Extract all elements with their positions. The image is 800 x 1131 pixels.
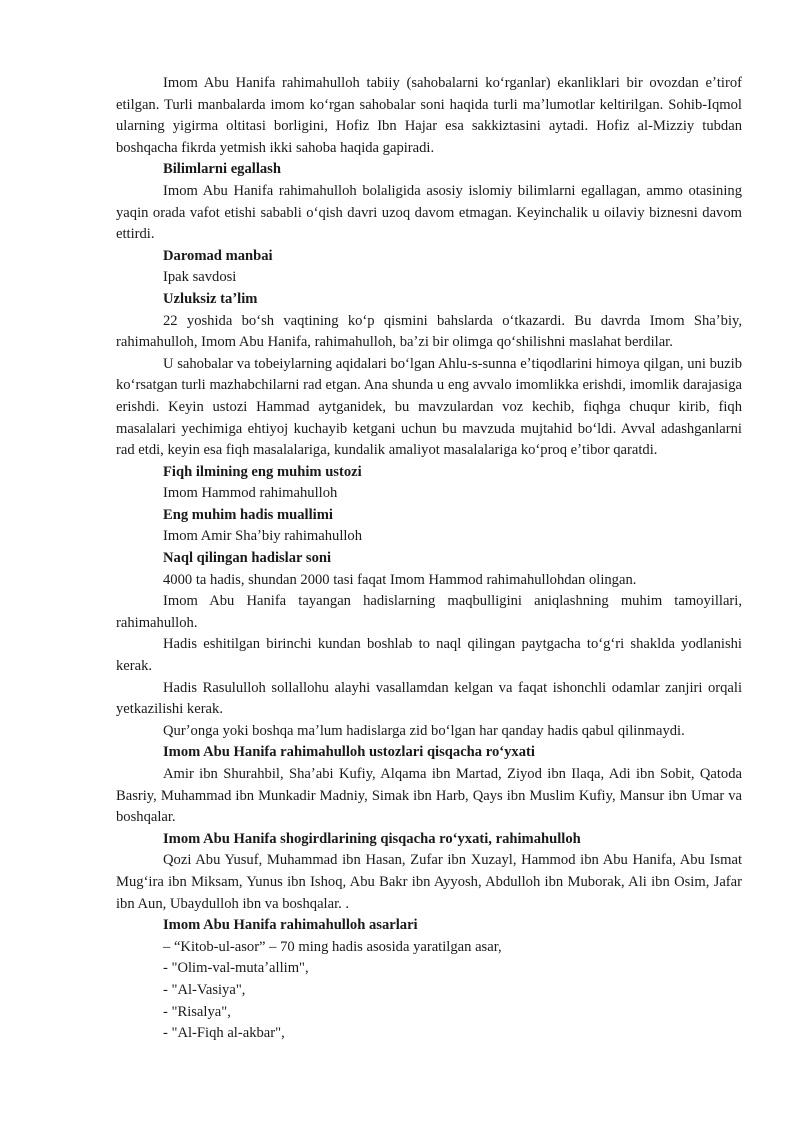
paragraph-principle-quran: Qurʼonga yoki boshqa maʼlum hadislarga zid boʻlgan har qanday hadis qabul qilinmaydi. xyxy=(163,722,685,739)
heading-uzluksiz-talim: Uzluksiz taʼlim xyxy=(163,290,258,307)
paragraph-students-list: Qozi Abu Yusuf, Muhammad ibn Hasan, Zufar ibn Xuzayl, Hammod ibn Abu Hanifa, Abu Ismat Mugʻira ibn Miksam, Yunus ibn Ishoq, Abu Bakr ibn Ayyosh, Abdulloh ibn Muborak, Ali ibn Osim, Jafar ibn Aun, Ubaydulloh ibn va boshqalar. . xyxy=(116,852,742,912)
paragraph-early-education: Imom Abu Hanifa rahimahulloh bolaligida asosiy islomiy bilimlarni egallagan, ammo otasining yaqin orada vafot etishi sababli oʻqish davri uzoq davom etmagan. Keyinchalik u oilaviy biznesni davom ettirdi. xyxy=(116,182,742,243)
list-item-work: - "Al-Vasiya", xyxy=(163,981,246,998)
document-page xyxy=(116,73,742,1045)
paragraph-sahoba-count: Imom Abu Hanifa rahimahulloh tabiiy (sahobalarni koʻrganlar) ekanliklari bir ovozdan eʼtirof etilgan. Turli manbalarda imom koʻrgan sahobalar soni haqida turli maʼlumotlar keltirilgan. Sohib-Iqmol ularning yigirma oltitasi borligini, Hofiz Ibn Hajar esa sakkiztasini aytadi. Hofiz al-Mizziy tubdan boshqacha fikrda yetmish ikki sahoba haqida gapiradi. xyxy=(116,75,742,156)
heading-bilimlarni-egallash: Bilimlarni egallash xyxy=(163,161,281,178)
paragraph-hadis-principles: Imom Abu Hanifa tayangan hadislarning maqbulligini aniqlashning muhim tamoyillari, rahimahulloh. xyxy=(116,593,742,631)
text-imom-hammod: Imom Hammod rahimahulloh xyxy=(163,485,338,502)
text-hadis-count: 4000 ta hadis, shundan 2000 tasi faqat Imom Hammod rahimahullohdan olingan. xyxy=(163,571,637,588)
heading-teachers-list: Imom Abu Hanifa rahimahulloh ustozlari qisqacha roʻyxati xyxy=(163,744,535,761)
text-ipak-savdosi: Ipak savdosi xyxy=(163,269,237,286)
heading-hadis-teacher: Eng muhim hadis muallimi xyxy=(163,506,333,523)
paragraph-principle-memorization: Hadis eshitilgan birinchi kundan boshlab to naql qilingan paytgacha toʻgʻri shaklda yodlanishi kerak. xyxy=(116,636,742,675)
heading-students-list: Imom Abu Hanifa shogirdlarining qisqacha roʻyxati, rahimahulloh xyxy=(163,830,581,847)
list-item-work: – “Kitob-ul-asor” – 70 ming hadis asosida yaratilgan asar, xyxy=(163,938,502,955)
text-imom-amir-shabiy: Imom Amir Shaʼbiy rahimahulloh xyxy=(163,528,363,545)
list-item-work: - "Olim-val-mutaʼallim", xyxy=(163,960,309,977)
paragraph-teachers-list: Amir ibn Shurahbil, Shaʼabi Kufiy, Alqama ibn Martad, Ziyod ibn Ilaqa, Adi ibn Sobit, Qatoda Basriy, Muhammad ibn Munkadir Madniy, Simak ibn Harb, Qays ibn Muslim Kufiy, Mansur ibn Umar va boshqalar. xyxy=(116,766,742,826)
paragraph-principle-chain: Hadis Rasululloh sollallohu alayhi vasallamdan kelgan va faqat ishonchli odamlar zanjiri orqali yetkazilishi kerak. xyxy=(116,679,742,718)
heading-hadis-count: Naql qilingan hadislar soni xyxy=(163,550,332,567)
list-item-work: - "Al-Fiqh al-akbar", xyxy=(163,1025,285,1042)
heading-works: Imom Abu Hanifa rahimahulloh asarlari xyxy=(163,917,418,934)
list-item-work: - "Risalya", xyxy=(163,1003,231,1020)
heading-fiqh-teacher: Fiqh ilmining eng muhim ustozi xyxy=(163,463,362,480)
paragraph-ahlu-sunna: U sahobalar va tobeiylarning aqidalari boʻlgan Ahlu-s-sunna eʼtiqodlarini himoya qilgan, uni buzib koʻrsatgan turli mazhabchilarni rad etgan. Ana shunda u eng avvalo imomlikka erishdi, imomlik darajasiga erishdi. Keyin ustozi Hammad aytganidek, bu mavzulardan voz kechib, fiqhga chuqur kirib, fiqh masalalari yechimiga ehtiyoj kuchayib ketgani uchun bu mavzuda mujtahid boʻldi. Avval adashganlarni rad etdi, keyin esa fiqh masalalariga, kundalik amaliyot masalalariga koʻproq eʼtibor qaratdi. xyxy=(116,355,742,459)
heading-daromad-manbai: Daromad manbai xyxy=(163,247,273,264)
paragraph-debates: 22 yoshida boʻsh vaqtining koʻp qismini bahslarda oʻtkazardi. Bu davrda Imom Shaʼbiy, rahimahulloh, Imom Abu Hanifa, rahimahulloh, baʼzi bir olimga qoʻshilishni maslahat berdilar. xyxy=(116,312,742,351)
